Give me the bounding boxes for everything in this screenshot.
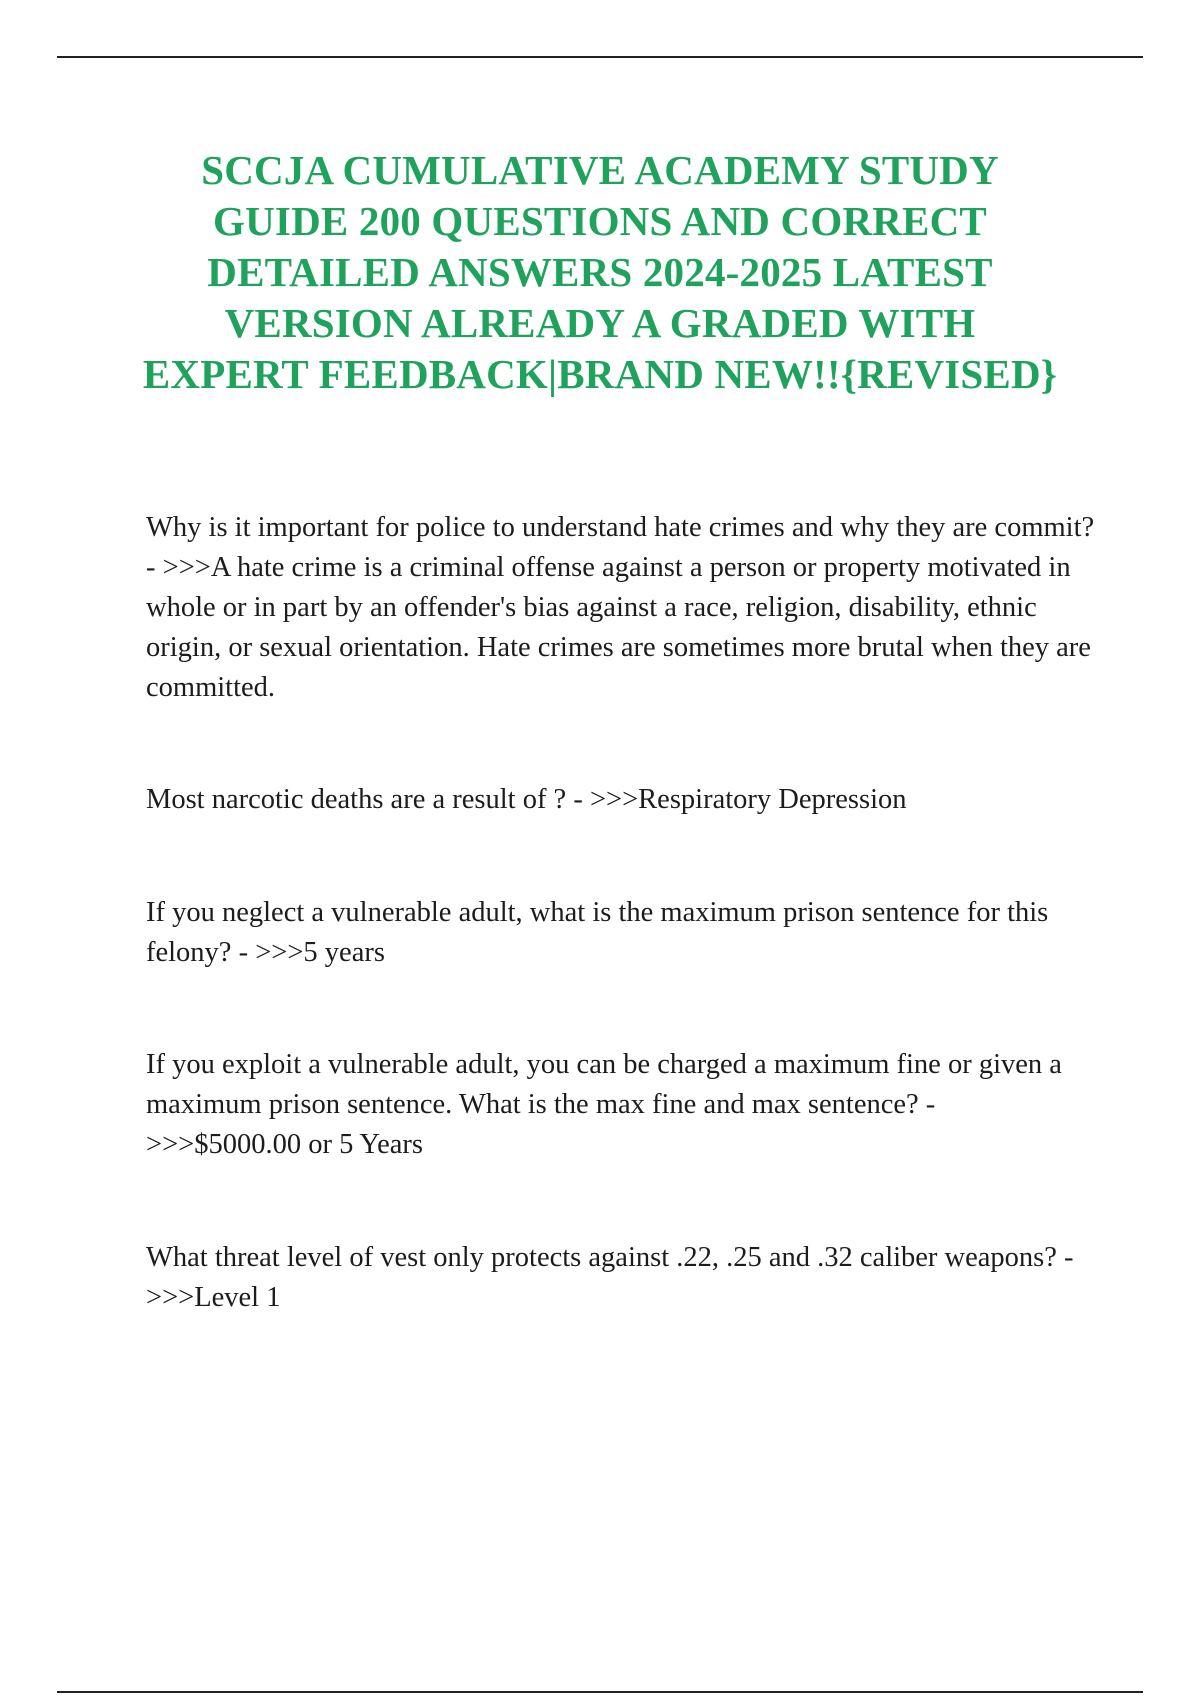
question-answer-exploit-vulnerable-adult: If you exploit a vulnerable adult, you can be charged a maximum fine or given a maximum prison sentence. What is the max fine and max sentence? - >>>$5000.00 or 5 Years	[146, 1049, 1062, 1160]
question-answer-neglect-vulnerable-adult: If you neglect a vulnerable adult, what is the maximum prison sentence for this felony? - >>>5 years	[146, 897, 1049, 968]
question-answer-hate-crimes: Why is it important for police to understand hate crimes and why they are commit? - >>>A hate crime is a criminal offense against a person or property motivated in whole or in part by an offender's bias against a race, religion, disability, ethnic origin, or sexual orientation. Hate crimes are sometimes more brutal when they are committed.	[146, 512, 1095, 703]
bottom-divider	[57, 1691, 1143, 1693]
top-divider	[57, 56, 1143, 58]
question-answer-narcotic-deaths: Most narcotic deaths are a result of ? - >>>Respiratory Depression	[146, 784, 907, 815]
document-title: SCCJA CUMULATIVE ACADEMY STUDY GUIDE 200 QUESTIONS AND CORRECT DETAILED ANSWERS 2024-2025 LATEST VERSION ALREADY A GRADED WITH EXPERT FEEDBACK|BRAND NEW!!{REVISED}	[142, 147, 1058, 397]
question-answer-vest-threat-level: What threat level of vest only protects against .22, .25 and .32 caliber weapons? - >>>Level 1	[146, 1242, 1074, 1313]
